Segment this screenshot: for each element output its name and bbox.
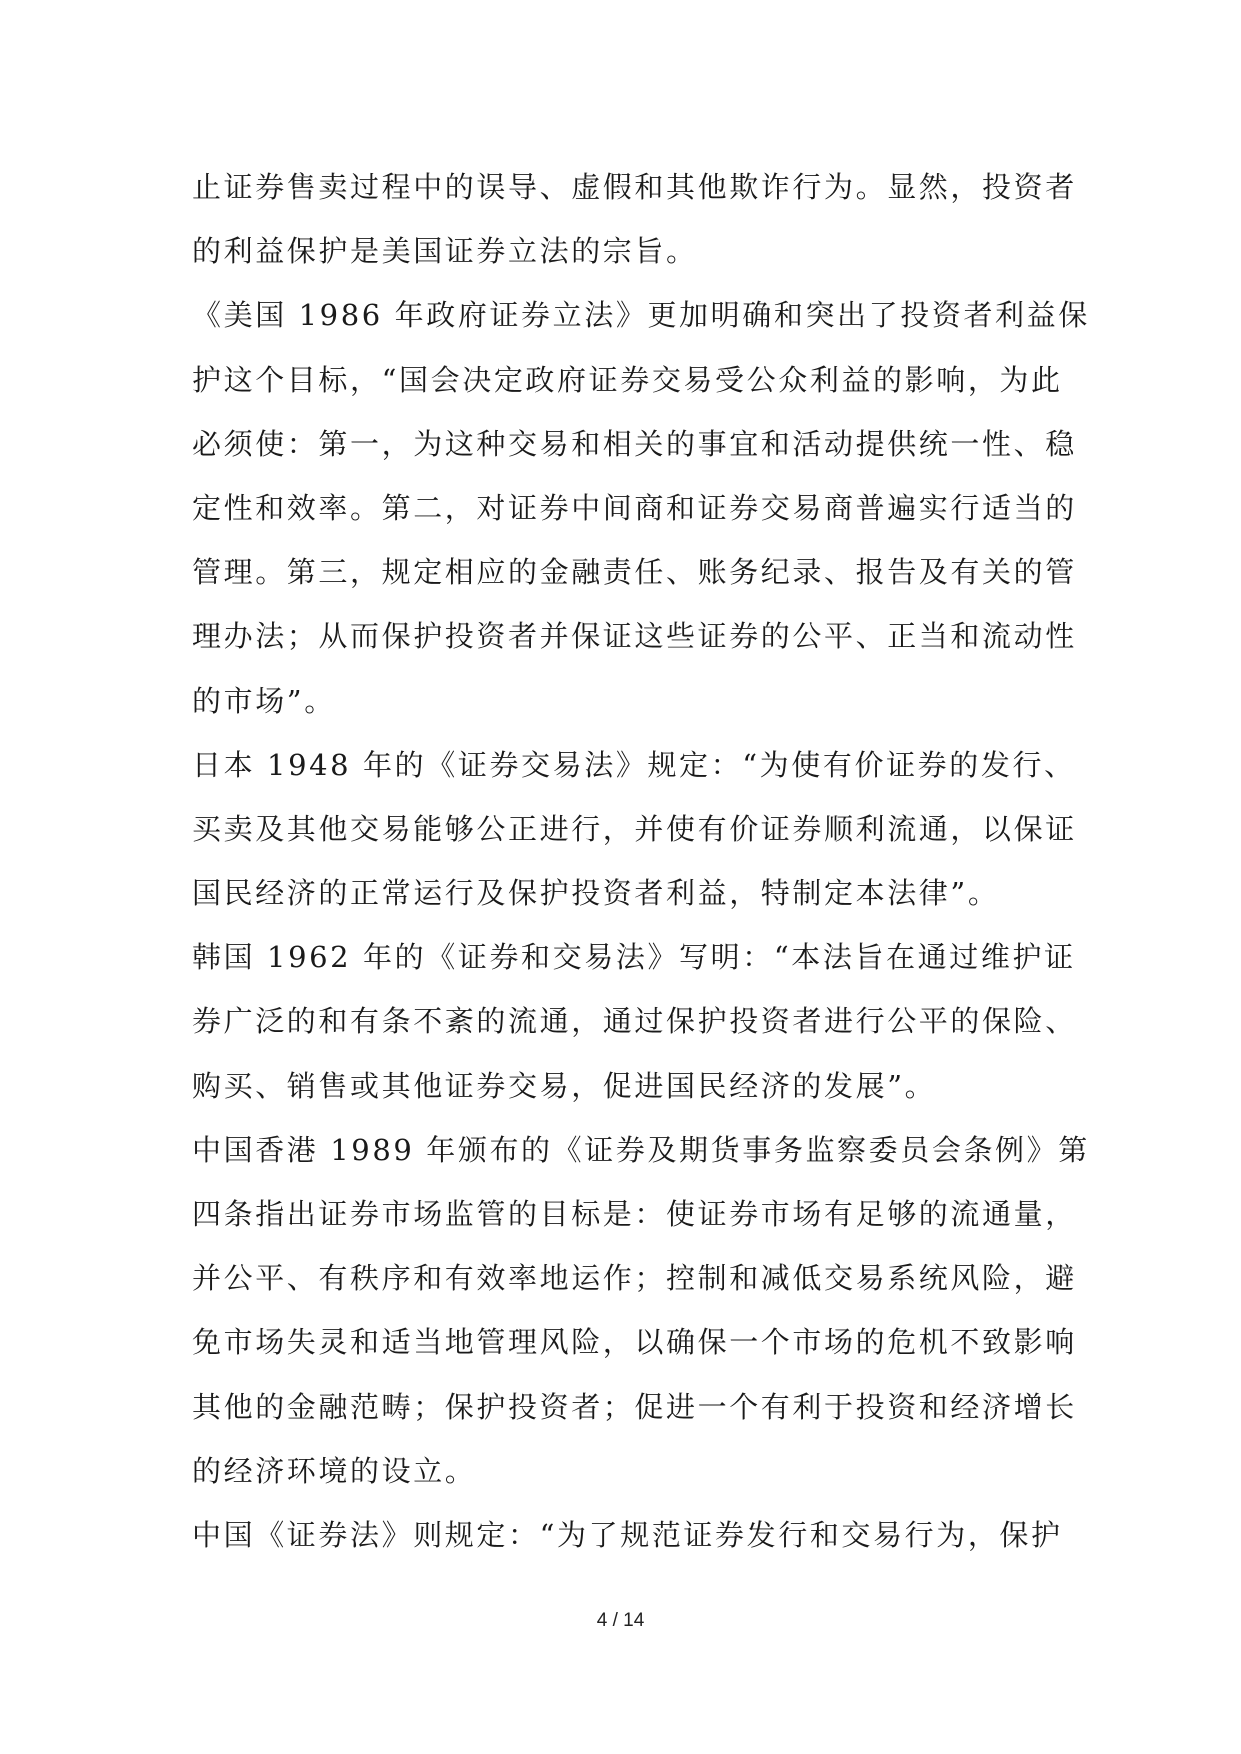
text-line: 四条指出证券市场监管的目标是：使证券市场有足够的流通量， (192, 1197, 1077, 1231)
text-line: 购买、销售或其他证券交易，促进国民经济的发展”。 (192, 1068, 937, 1103)
body-text (192, 155, 1090, 1567)
text-line: 日本 1948 年的《证券交易法》规定：“为使有价证券的发行、 (192, 747, 1076, 782)
text-line: 定性和效率。第二，对证券中间商和证券交易商普遍实行适当的 (192, 490, 1077, 525)
text-line: 韩国 1962 年的《证券和交易法》写明：“本法旨在通过维护证 (192, 940, 1076, 975)
text-line: 国民经济的正常运行及保护投资者利益，特制定本法律”。 (192, 876, 1000, 911)
text-line: 券广泛的和有条不紊的流通，通过保护投资者进行公平的保险、 (192, 1004, 1077, 1039)
text-line: 的经济环境的设立。 (192, 1453, 477, 1488)
text-line: 止证券售卖过程中的误导、虚假和其他欺诈行为。显然，投资者 (192, 170, 1077, 204)
text-line: 并公平、有秩序和有效率地运作；控制和减低交易系统风险，避 (192, 1261, 1077, 1296)
text-line: 管理。第三，规定相应的金融责任、账务纪录、报告及有关的管 (192, 555, 1077, 590)
text-line: 的利益保护是美国证券立法的宗旨。 (192, 234, 698, 269)
text-line: 中国香港 1989 年颁布的《证券及期货事务监察委员会条例》第 (192, 1132, 1090, 1167)
text-line: 理办法；从而保护投资者并保证这些证券的公平、正当和流动性 (192, 619, 1077, 654)
text-line: 的市场”。 (192, 683, 336, 718)
page-number: 4 / 14 (596, 1610, 645, 1631)
text-line: 买卖及其他交易能够公正进行，并使有价证券顺利流通，以保证 (192, 811, 1077, 846)
text-line: 中国《证券法》则规定：“为了规范证券发行和交易行为，保护 (192, 1517, 1063, 1552)
text-line: 《美国 1986 年政府证券立法》更加明确和突出了投资者利益保 (192, 298, 1090, 333)
text-line: 其他的金融范畴；保护投资者；促进一个有利于投资和经济增长 (192, 1389, 1077, 1424)
text-line: 必须使：第一，为这种交易和相关的事宜和活动提供统一性、稳 (192, 426, 1077, 461)
text-line: 护这个目标，“国会决定政府证券交易受公众利益的影响，为此 (192, 362, 1063, 397)
text-line: 免市场失灵和适当地管理风险，以确保一个市场的危机不致影响 (192, 1325, 1077, 1360)
